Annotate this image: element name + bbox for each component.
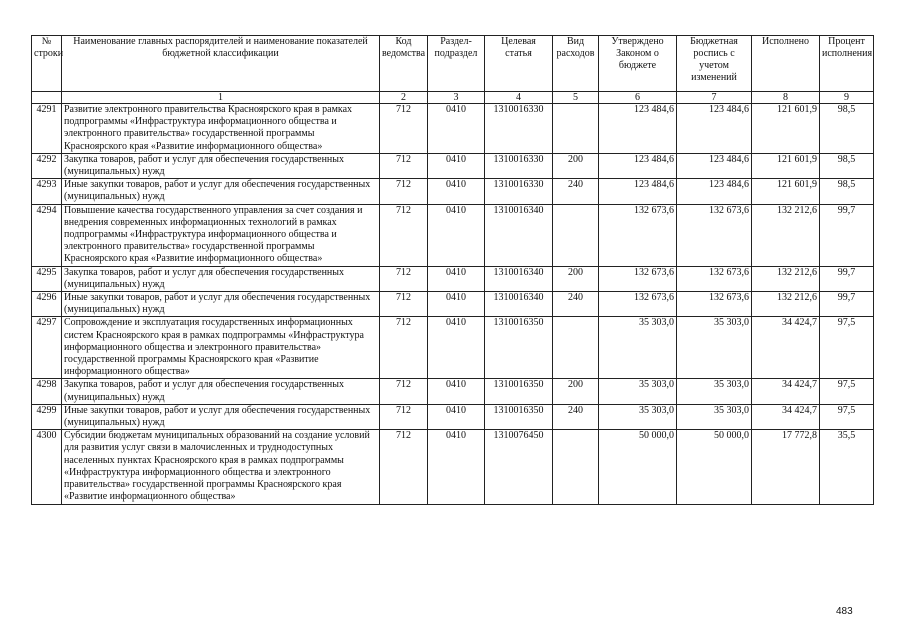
row-number-cell: 4298 bbox=[32, 379, 62, 404]
dept-code-cell: 712 bbox=[380, 104, 428, 154]
target-article-cell: 1310016340 bbox=[485, 292, 553, 317]
target-article-cell: 1310016350 bbox=[485, 317, 553, 379]
header-executed: Исполнено bbox=[752, 36, 820, 92]
executed-amount-cell: 34 424,7 bbox=[752, 379, 820, 404]
header-budget-list: Бюджетная роспись с учетом изменений bbox=[677, 36, 752, 92]
dept-code-cell: 712 bbox=[380, 204, 428, 266]
target-article-cell: 1310016330 bbox=[485, 153, 553, 178]
approved-amount-cell: 50 000,0 bbox=[599, 430, 677, 504]
execution-percent-cell: 35,5 bbox=[820, 430, 874, 504]
expense-type-cell bbox=[553, 104, 599, 154]
table-header bbox=[32, 36, 874, 104]
header-dept-code: Код ведомства bbox=[380, 36, 428, 92]
row-number-cell: 4296 bbox=[32, 292, 62, 317]
execution-percent-cell: 99,7 bbox=[820, 292, 874, 317]
item-name-cell: Закупка товаров, работ и услуг для обеспечения государственных (муниципальных) нужд bbox=[62, 153, 380, 178]
item-name-cell: Развитие электронного правительства Красноярского края в рамках подпрограммы «Инфраструктура информационного общества и электронного правительства» государственной программы Красноярского края «Развитие информационного общества» bbox=[62, 104, 380, 154]
expense-type-cell bbox=[553, 317, 599, 379]
header-name: Наименование главных распорядителей и наименование показателей бюджетной классификации bbox=[62, 36, 380, 92]
execution-percent-cell: 97,5 bbox=[820, 404, 874, 429]
item-name-cell: Сопровождение и эксплуатация государственных информационных систем Красноярского края в рамках подпрограммы «Инфраструктура информационного общества и электронного правительства» государственной программы Красноярского края «Развитие информационного общества» bbox=[62, 317, 380, 379]
header-expense-type: Вид расходов bbox=[553, 36, 599, 92]
row-number-cell: 4292 bbox=[32, 153, 62, 178]
dept-code-cell: 712 bbox=[380, 266, 428, 291]
execution-percent-cell: 98,5 bbox=[820, 179, 874, 204]
target-article-cell: 1310016350 bbox=[485, 379, 553, 404]
approved-amount-cell: 35 303,0 bbox=[599, 404, 677, 429]
page-number: 483 bbox=[836, 606, 853, 617]
target-article-cell: 1310076450 bbox=[485, 430, 553, 504]
column-number: 3 bbox=[428, 92, 485, 104]
header-approved: Утверждено Законом о бюджете bbox=[599, 36, 677, 92]
approved-amount-cell: 132 673,6 bbox=[599, 204, 677, 266]
header-percent: Процент исполнения bbox=[820, 36, 874, 92]
budget-amount-cell: 123 484,6 bbox=[677, 179, 752, 204]
executed-amount-cell: 132 212,6 bbox=[752, 266, 820, 291]
section-code-cell: 0410 bbox=[428, 104, 485, 154]
row-number-cell: 4297 bbox=[32, 317, 62, 379]
column-number: 1 bbox=[62, 92, 380, 104]
executed-amount-cell: 121 601,9 bbox=[752, 179, 820, 204]
item-name-cell: Закупка товаров, работ и услуг для обеспечения государственных (муниципальных) нужд bbox=[62, 266, 380, 291]
table-body bbox=[32, 104, 874, 505]
approved-amount-cell: 123 484,6 bbox=[599, 179, 677, 204]
section-code-cell: 0410 bbox=[428, 153, 485, 178]
table-row bbox=[32, 204, 874, 266]
executed-amount-cell: 132 212,6 bbox=[752, 204, 820, 266]
item-name-cell: Субсидии бюджетам муниципальных образований на создание условий для развития услуг связи в малочисленных и труднодоступных населенных пунктах Красноярского края в рамках подпрограммы «Инфраструктура информационного общества и электронного правительства» государственной программы Красноярского края «Развитие информационного общества» bbox=[62, 430, 380, 504]
approved-amount-cell: 35 303,0 bbox=[599, 317, 677, 379]
table-row bbox=[32, 179, 874, 204]
dept-code-cell: 712 bbox=[380, 292, 428, 317]
approved-amount-cell: 132 673,6 bbox=[599, 292, 677, 317]
approved-amount-cell: 123 484,6 bbox=[599, 104, 677, 154]
section-code-cell: 0410 bbox=[428, 404, 485, 429]
budget-amount-cell: 35 303,0 bbox=[677, 404, 752, 429]
row-number-cell: 4300 bbox=[32, 430, 62, 504]
target-article-cell: 1310016330 bbox=[485, 179, 553, 204]
budget-amount-cell: 50 000,0 bbox=[677, 430, 752, 504]
expense-type-cell: 200 bbox=[553, 153, 599, 178]
section-code-cell: 0410 bbox=[428, 430, 485, 504]
execution-percent-cell: 98,5 bbox=[820, 104, 874, 154]
item-name-cell: Иные закупки товаров, работ и услуг для обеспечения государственных (муниципальных) нужд bbox=[62, 179, 380, 204]
column-number-row bbox=[32, 92, 874, 104]
budget-amount-cell: 132 673,6 bbox=[677, 204, 752, 266]
target-article-cell: 1310016350 bbox=[485, 404, 553, 429]
execution-percent-cell: 97,5 bbox=[820, 317, 874, 379]
header-row-number: № строки bbox=[32, 36, 62, 92]
budget-amount-cell: 35 303,0 bbox=[677, 317, 752, 379]
item-name-cell: Иные закупки товаров, работ и услуг для обеспечения государственных (муниципальных) нужд bbox=[62, 292, 380, 317]
table-row bbox=[32, 379, 874, 404]
expense-type-cell bbox=[553, 204, 599, 266]
item-name-cell: Закупка товаров, работ и услуг для обеспечения государственных (муниципальных) нужд bbox=[62, 379, 380, 404]
approved-amount-cell: 35 303,0 bbox=[599, 379, 677, 404]
expense-type-cell bbox=[553, 430, 599, 504]
executed-amount-cell: 132 212,6 bbox=[752, 292, 820, 317]
executed-amount-cell: 121 601,9 bbox=[752, 104, 820, 154]
section-code-cell: 0410 bbox=[428, 266, 485, 291]
section-code-cell: 0410 bbox=[428, 204, 485, 266]
budget-amount-cell: 123 484,6 bbox=[677, 153, 752, 178]
header-target-article: Целевая статья bbox=[485, 36, 553, 92]
executed-amount-cell: 34 424,7 bbox=[752, 317, 820, 379]
dept-code-cell: 712 bbox=[380, 179, 428, 204]
expense-type-cell: 200 bbox=[553, 379, 599, 404]
dept-code-cell: 712 bbox=[380, 153, 428, 178]
column-number: 5 bbox=[553, 92, 599, 104]
dept-code-cell: 712 bbox=[380, 430, 428, 504]
column-number: 8 bbox=[752, 92, 820, 104]
execution-percent-cell: 98,5 bbox=[820, 153, 874, 178]
executed-amount-cell: 121 601,9 bbox=[752, 153, 820, 178]
approved-amount-cell: 132 673,6 bbox=[599, 266, 677, 291]
expense-type-cell: 240 bbox=[553, 404, 599, 429]
target-article-cell: 1310016340 bbox=[485, 204, 553, 266]
column-number bbox=[32, 92, 62, 104]
row-number-cell: 4293 bbox=[32, 179, 62, 204]
row-number-cell: 4291 bbox=[32, 104, 62, 154]
item-name-cell: Повышение качества государственного управления за счет создания и внедрения современных информационных технологий в рамках подпрограммы «Инфраструктура информационного общества и электронного правительства» государственной программы Красноярского края «Развитие информационного общества» bbox=[62, 204, 380, 266]
budget-amount-cell: 35 303,0 bbox=[677, 379, 752, 404]
table-row bbox=[32, 104, 874, 154]
row-number-cell: 4295 bbox=[32, 266, 62, 291]
target-article-cell: 1310016330 bbox=[485, 104, 553, 154]
table-row bbox=[32, 266, 874, 291]
budget-amount-cell: 123 484,6 bbox=[677, 104, 752, 154]
budget-execution-table bbox=[31, 35, 874, 505]
section-code-cell: 0410 bbox=[428, 379, 485, 404]
target-article-cell: 1310016340 bbox=[485, 266, 553, 291]
column-number: 4 bbox=[485, 92, 553, 104]
row-number-cell: 4294 bbox=[32, 204, 62, 266]
header-section: Раздел- подраздел bbox=[428, 36, 485, 92]
column-number: 7 bbox=[677, 92, 752, 104]
row-number-cell: 4299 bbox=[32, 404, 62, 429]
dept-code-cell: 712 bbox=[380, 379, 428, 404]
section-code-cell: 0410 bbox=[428, 292, 485, 317]
section-code-cell: 0410 bbox=[428, 179, 485, 204]
expense-type-cell: 200 bbox=[553, 266, 599, 291]
column-number: 2 bbox=[380, 92, 428, 104]
executed-amount-cell: 17 772,8 bbox=[752, 430, 820, 504]
expense-type-cell: 240 bbox=[553, 179, 599, 204]
table-row bbox=[32, 404, 874, 429]
column-number: 9 bbox=[820, 92, 874, 104]
table-row bbox=[32, 292, 874, 317]
section-code-cell: 0410 bbox=[428, 317, 485, 379]
expense-type-cell: 240 bbox=[553, 292, 599, 317]
budget-amount-cell: 132 673,6 bbox=[677, 292, 752, 317]
approved-amount-cell: 123 484,6 bbox=[599, 153, 677, 178]
dept-code-cell: 712 bbox=[380, 317, 428, 379]
budget-amount-cell: 132 673,6 bbox=[677, 266, 752, 291]
table-row bbox=[32, 317, 874, 379]
execution-percent-cell: 97,5 bbox=[820, 379, 874, 404]
column-number: 6 bbox=[599, 92, 677, 104]
execution-percent-cell: 99,7 bbox=[820, 266, 874, 291]
executed-amount-cell: 34 424,7 bbox=[752, 404, 820, 429]
execution-percent-cell: 99,7 bbox=[820, 204, 874, 266]
table-row bbox=[32, 430, 874, 504]
table-row bbox=[32, 153, 874, 178]
dept-code-cell: 712 bbox=[380, 404, 428, 429]
item-name-cell: Иные закупки товаров, работ и услуг для обеспечения государственных (муниципальных) нужд bbox=[62, 404, 380, 429]
